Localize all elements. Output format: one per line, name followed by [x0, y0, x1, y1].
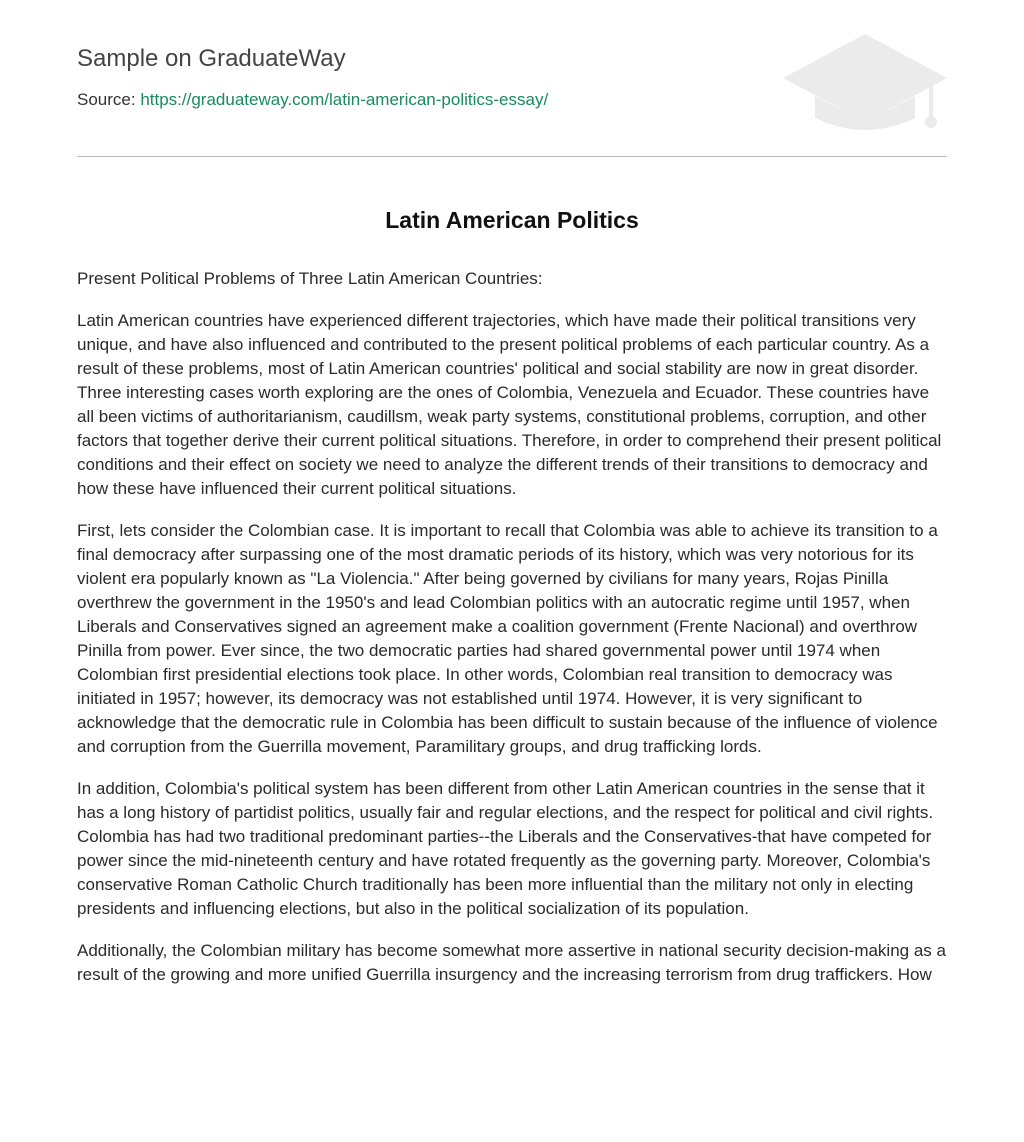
paragraph-intro: Present Political Problems of Three Latin American Countries: [77, 269, 543, 288]
source-label: Source: [77, 90, 136, 109]
paragraph: In addition, Colombia's political system has been different from other Latin American countries in the sense that it has a long history of partidist politics, usually fair and regular elections, and the respect for political and civil rights. Colombia has had two traditional predominant parties--the Liberals and the Conservatives-that have competed for power since the mid-nineteenth century and have rotated frequently as the governing party. Moreover, Colombia's conservative Roman Catholic Church traditionally has been more influential than the military not only in electing presidents and influencing elections, but also in the political socialization of its population. [77, 779, 934, 918]
page [77, 0, 947, 984]
paragraph: First, lets consider the Colombian case. It is important to recall that Colombia was able to achieve its transition to a final democracy after surpassing one of the most dramatic periods of its history, which was very notorious for its violent era popularly known as "La Violencia." After being governed by civilians for many years, Rojas Pinilla overthrew the government in the 1950's and lead Colombian politics with an autocratic regime until 1957, when Liberals and Conservatives signed an agreement make a coalition government (Frente Nacional) and overthrow Pinilla from power. Ever since, the two democratic parties had shared governmental power until 1974 when Colombian first presidential elections took place. In other words, Colombian real transition to democracy was initiated in 1957; however, its democracy was not established until 1974. However, it is very significant to acknowledge that the democratic rule in Colombia has been difficult to sustain because of the influence of violence and corruption from the Guerrilla movement, Paramilitary groups, and drug trafficking lords. [77, 521, 938, 756]
header [77, 0, 947, 157]
paragraph: Additionally, the Colombian military has become somewhat more assertive in national security decision-making as a result of the growing and more unified Guerrilla insurgency and the increasing terrorism from drug traffickers. How [77, 941, 946, 984]
document-body [77, 267, 947, 1005]
source-line [77, 88, 548, 112]
document-title: Latin American Politics [385, 207, 639, 233]
paragraph: Latin American countries have experienced different trajectories, which have made their political transitions very unique, and have also influenced and contributed to the present political problems of each particular country. As a result of these problems, most of Latin American countries' political and social stability are now in great disorder. Three interesting cases worth exploring are the ones of Colombia, Venezuela and Ecuador. These countries have all been victims of authoritarianism, caudillsm, weak party systems, constitutional problems, corruption, and other factors that together derive their current political situations. Therefore, in order to comprehend their present political conditions and their effect on society we need to analyze the different trends of their transitions to democracy and how these have influenced their current political situations. [77, 311, 942, 498]
source-link[interactable]: https://graduateway.com/latin-american-politics-essay/ [140, 90, 549, 109]
site-title: Sample on GraduateWay [77, 45, 346, 72]
graduation-cap-icon [779, 30, 947, 134]
